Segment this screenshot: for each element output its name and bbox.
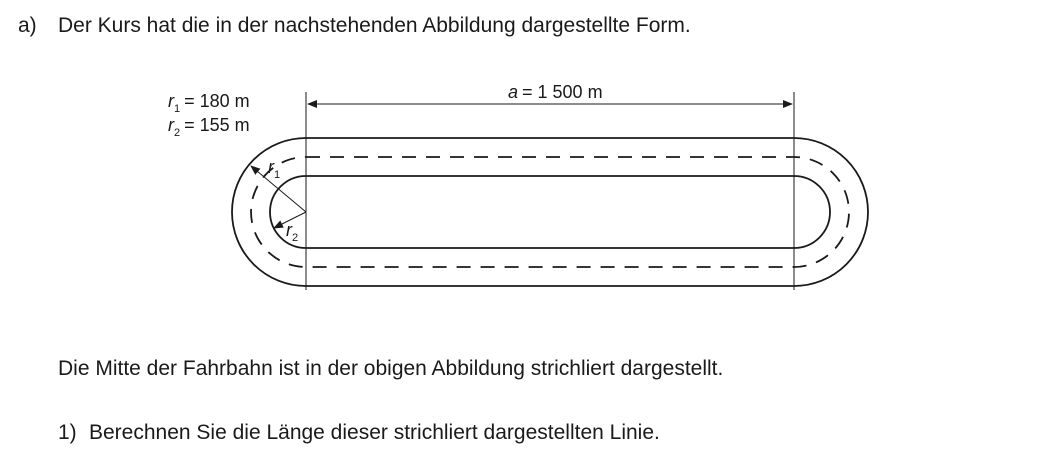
outer-boundary <box>232 138 868 286</box>
question-text: Berechnen Sie die Länge dieser strichliert dargestellten Linie. <box>89 421 660 444</box>
dashed-centerline <box>251 157 849 267</box>
dimension-label-a: a = 1 500 m <box>508 82 603 102</box>
legend-r1: $r_1 = 180$ m <box>168 91 250 115</box>
radius-label-r1: $r_1$ <box>268 157 281 181</box>
radius-label-r2: $r_2$ <box>286 220 299 244</box>
task-label: a) <box>18 14 37 37</box>
task-intro: Der Kurs hat die in der nachstehenden Abbildung dargestellte Form. <box>58 14 691 37</box>
middle-description: Die Mitte der Fahrbahn ist in der obigen Abbildung strichliert dargestellt. <box>58 357 724 380</box>
question-number: 1) <box>58 421 77 444</box>
legend-r2: $r_2 = 155$ m <box>168 115 250 139</box>
inner-boundary <box>270 176 830 248</box>
